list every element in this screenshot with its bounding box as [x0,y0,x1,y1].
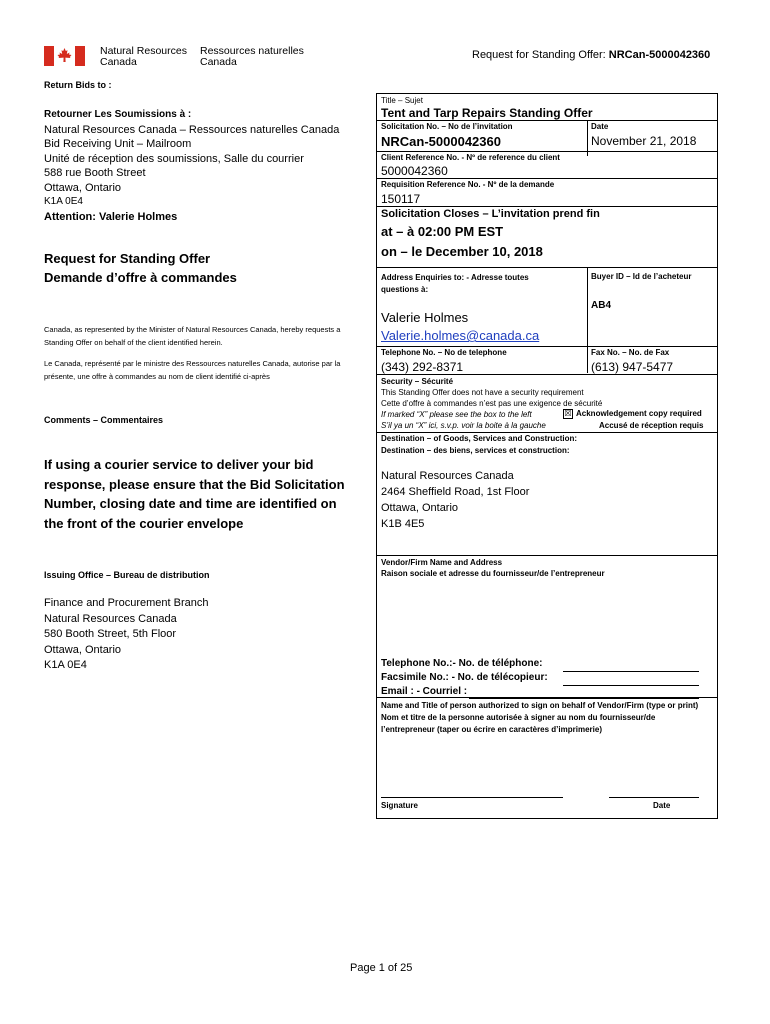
vendor-label-fr: Raison sociale et adresse du fournisseur/de l’entrepreneur [381,569,605,578]
authorized-person-label-fr: Nom et titre de la personne autorisée à signer au nom du fournisseur/de l’entrepreneur (taper ou écrire en caractères d’imprimerie) [381,713,656,734]
fax-label: Fax No. – No. de Fax [591,348,670,357]
fax-value: (613) 947-5477 [591,360,674,374]
security-fr: Cette d’offre à commandes n’est pas une exigence de sécurité [381,399,603,408]
issuing-office-label: Issuing Office – Bureau de distribution [44,570,210,580]
destination-label-en: Destination – of Goods, Services and Construction: [381,434,578,443]
client-ref-value: 5000042360 [381,164,448,178]
marked-fr: S’il ya un “X” ici, s.v.p. voir la boite à la gauche [381,421,546,430]
acknowledgement-fr: Accusé de réception requis [599,421,704,430]
vendor-telephone-field[interactable] [563,671,699,672]
signature-label: Signature [381,801,418,810]
closes-label: Solicitation Closes – L’invitation prend fin [381,208,600,220]
security-en: This Standing Offer does not have a security requirement [381,388,584,397]
canada-request-en: Canada, as represented by the Minister of Natural Resources Canada, hereby requests a Standing Offer on behalf of the client identified herein. [44,325,341,347]
issuing-office-address: Finance and Procurement Branch Natural Resources Canada 580 Booth Street, 5th Floor Ottawa, Ontario K1A 0E4 [44,597,209,671]
buyer-id-value: AB4 [591,300,612,311]
vendor-fax-label: Facsimile No.: - No. de télécopieur: [381,672,548,683]
dept-name-en: Natural Resources Canada [100,45,187,68]
request-reference: Request for Standing Offer: NRCan-5000042360 [472,49,711,61]
courier-notice: If using a courier service to deliver your bid response, please ensure that the Bid Solicitation Number, closing date and time are identified on the front of the courier envelope [44,457,345,531]
vendor-fax-field[interactable] [563,685,699,686]
signature-field[interactable] [381,797,563,798]
destination-label-fr: Destination – des biens, services et construction: [381,446,570,455]
signature-date-field[interactable] [609,797,699,798]
security-label: Security – Sécurité [381,377,454,386]
acknowledgement-checkbox[interactable]: ☒ Acknowledgement copy required [564,409,702,419]
vendor-telephone-label: Telephone No.:- No. de téléphone: [381,658,543,669]
signature-date-label: Date [653,801,671,810]
marked-en: If marked “X” please see the box to the left [381,410,532,419]
title-value: Tent and Tarp Repairs Standing Offer [381,106,593,120]
destination-address: Natural Resources Canada 2464 Sheffield Road, 1st Floor Ottawa, Ontario K1B 4E5 [381,470,530,530]
enquiries-label: Address Enquiries to: - Adresse toutes questions à: [381,273,529,294]
canada-request-fr: Le Canada, représenté par le ministre des Ressources naturelles Canada, autorise par la présente, une offre à commandes au nom de client identifié ci-après [44,359,341,381]
return-bids-label: Return Bids to : [44,80,112,90]
telephone-label: Telephone No. – No de telephone [381,348,507,357]
dept-name-fr: Ressources naturelles Canada [200,45,304,68]
closes-time: at – à 02:00 PM EST [381,224,504,239]
date-value: November 21, 2018 [591,134,697,148]
contact-email-link[interactable]: Valerie.holmes@canada.ca [381,328,540,343]
solicitation-no-value: NRCan-5000042360 [381,134,501,149]
canada-flag-icon [44,46,85,66]
telephone-value: (343) 292-8371 [381,360,464,374]
title-label: Title – Sujet [381,96,423,105]
requisition-ref-label: Requisition Reference No. - Nº de la demande [381,180,555,189]
solicitation-form [376,93,718,819]
contact-name: Valerie Holmes [381,310,469,325]
vendor-label-en: Vendor/Firm Name and Address [381,558,503,567]
buyer-id-label: Buyer ID – Id de l’acheteur [591,272,692,281]
rfso-title: Request for Standing Offer Demande d’offre à commandes [44,251,237,285]
page-number: Page 1 of 25 [350,962,413,974]
checkbox-checked-icon: ☒ [564,409,572,418]
requisition-ref-value: 150117 [381,192,421,206]
vendor-email-field[interactable] [469,698,699,699]
return-address-block: Retourner Les Soumissions à : Natural Resources Canada – Ressources naturelles Canada Bid Receiving Unit – Mailroom Unité de réception des soumissions, Salle du courrier 588 rue Booth Street Ottawa, Ontario K1A 0E4 Attention: Valerie Holmes [44,109,340,223]
solicitation-no-label: Solicitation No. – No de l’invitation [381,122,513,131]
client-ref-label: Client Reference No. - Nº de reference du client [381,153,560,162]
date-label: Date [591,122,609,131]
closes-date: on – le December 10, 2018 [381,244,543,259]
comments-label: Comments – Commentaires [44,415,164,425]
authorized-person-label-en: Name and Title of person authorized to sign on behalf of Vendor/Firm (type or print) [381,701,699,710]
vendor-email-label: Email : - Courriel : [381,686,468,697]
